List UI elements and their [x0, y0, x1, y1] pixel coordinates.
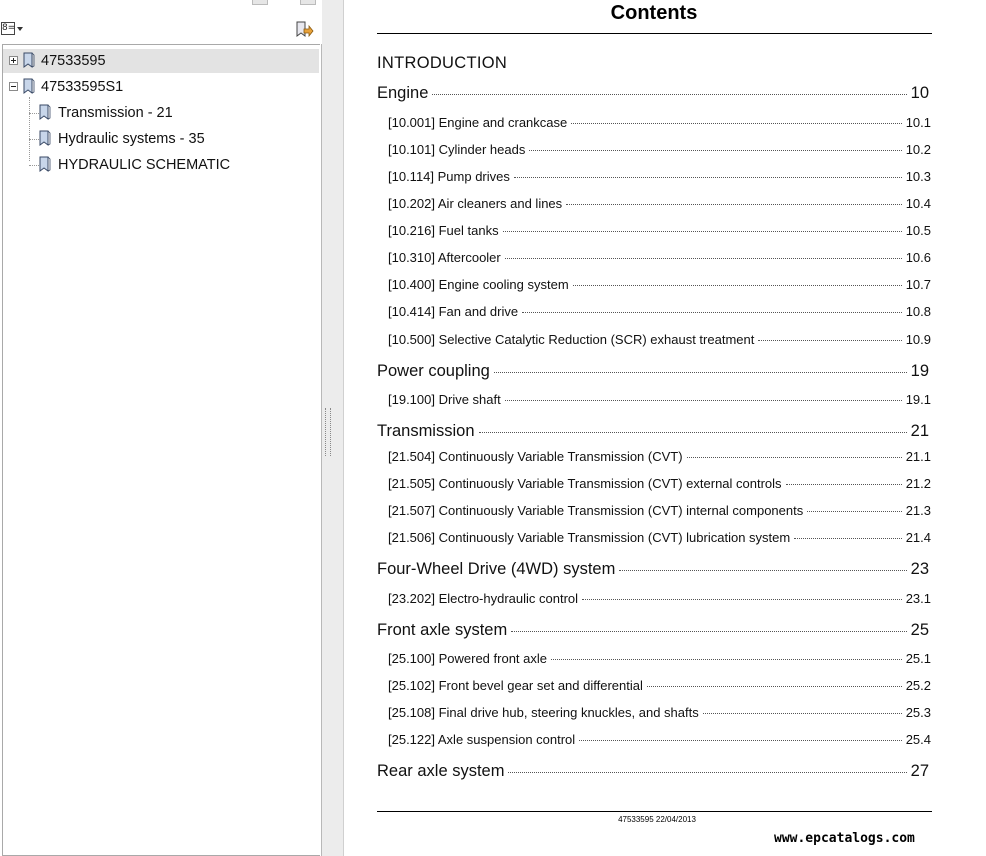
toc-leader-dots [786, 484, 902, 485]
toc-leader-dots [758, 340, 901, 341]
toc-leader-dots [503, 231, 902, 232]
toc-page-number: 21.4 [905, 530, 931, 545]
toc-page-number: 19.1 [905, 392, 931, 407]
options-menu-button[interactable] [0, 20, 26, 38]
toc-subsection[interactable] [388, 651, 932, 666]
bookmark-item-hydraulic-schematic[interactable] [3, 153, 319, 177]
toc-entry-title: Front axle system [377, 621, 508, 639]
toc-leader-dots [807, 511, 901, 512]
toc-entry-title: [21.505] Continuously Variable Transmission (CVT) external controls [388, 476, 782, 491]
toc-subsection[interactable] [388, 196, 932, 211]
toc-page-number: 10.3 [905, 169, 931, 184]
toc-entry-title: [10.001] Engine and crankcase [388, 115, 568, 130]
bookmark-icon [39, 130, 51, 147]
toc-page-number: 10.1 [905, 115, 931, 130]
bookmark-label: 47533595 [41, 53, 106, 69]
toc-page-number: 19 [910, 362, 929, 380]
toc-page-number: 21 [910, 422, 929, 440]
pane-splitter[interactable] [322, 0, 344, 856]
toc-leader-dots [432, 94, 906, 95]
toc-leader-dots [494, 372, 907, 373]
toc-entry-title: [21.504] Continuously Variable Transmission (CVT) [388, 449, 683, 464]
toc-entry-title: [21.507] Continuously Variable Transmission (CVT) internal components [388, 503, 804, 518]
bookmark-label: Transmission - 21 [58, 105, 173, 121]
toc-entry-title: Engine [377, 84, 429, 102]
toc-subsection[interactable] [388, 277, 932, 292]
bookmark-icon [39, 156, 51, 173]
toc-leader-dots [582, 599, 902, 600]
bookmark-item-47533595[interactable] [3, 49, 319, 73]
toc-leader-dots [703, 713, 902, 714]
toc-leader-dots [508, 772, 906, 773]
toc-leader-dots [505, 258, 902, 259]
toc-entry-title: [25.100] Powered front axle [388, 651, 547, 666]
toc-page-number: 10.8 [905, 304, 931, 319]
bookmark-icon [23, 78, 35, 95]
title-divider [377, 33, 932, 34]
toc-entry-title: Transmission [377, 422, 475, 440]
toc-entry-title: [19.100] Drive shaft [388, 392, 501, 407]
toc-subsection[interactable] [388, 142, 932, 157]
toc-subsection[interactable] [388, 705, 932, 720]
toc-section[interactable] [377, 362, 932, 381]
top-strip [300, 0, 316, 5]
toc-subsection[interactable] [388, 304, 932, 319]
toc-subsection[interactable] [388, 678, 932, 693]
toc-subsection[interactable] [388, 530, 932, 545]
bookmark-item-47533595S1[interactable] [3, 75, 319, 99]
toc-page-number: 21.3 [905, 503, 931, 518]
toc-entry-title: [10.114] Pump drives [388, 169, 510, 184]
toc-entry-title: [25.108] Final drive hub, steering knuckles, and shafts [388, 705, 699, 720]
watermark: www.epcatalogs.com [774, 831, 915, 846]
toc-section[interactable] [377, 762, 932, 781]
document-page [344, 0, 986, 856]
toc-entry-title: [10.414] Fan and drive [388, 304, 519, 319]
toc-entry-title: [10.400] Engine cooling system [388, 277, 569, 292]
bookmark-icon [23, 52, 35, 69]
chevron-down-icon [17, 27, 23, 31]
toc-subsection[interactable] [388, 591, 932, 606]
toc-page-number: 27 [910, 762, 929, 780]
bookmark-item-hydraulic-systems[interactable] [3, 127, 319, 151]
toc-page-number: 25.4 [905, 732, 931, 747]
toc-section[interactable] [377, 560, 932, 579]
bookmark-label: Hydraulic systems - 35 [58, 131, 205, 147]
toc-subsection[interactable] [388, 503, 932, 518]
toc-subsection[interactable] [388, 115, 932, 130]
toc-subsection[interactable] [388, 392, 932, 407]
toc-subsection[interactable] [388, 169, 932, 184]
toc-page-number: 25.3 [905, 705, 931, 720]
splitter-grip-icon[interactable] [325, 408, 331, 456]
toc-leader-dots [529, 150, 901, 151]
footer-divider [377, 811, 932, 812]
bookmark-label: 47533595S1 [41, 79, 124, 95]
toc-leader-dots [479, 432, 907, 433]
toc-page-number: 23 [910, 560, 929, 578]
page-footer: 47533595 22/04/2013 [618, 815, 696, 824]
toc-page-number: 10 [910, 84, 929, 102]
toc-leader-dots [571, 123, 901, 124]
toc-page-number: 10.9 [905, 332, 931, 347]
toc-entry-title: Four-Wheel Drive (4WD) system [377, 560, 616, 578]
toc-page-number: 10.2 [905, 142, 931, 157]
toc-section[interactable] [377, 422, 932, 441]
collapse-icon[interactable] [9, 82, 18, 91]
toc-entry-title: [10.101] Cylinder heads [388, 142, 526, 157]
bookmark-icon [39, 104, 51, 121]
bookmarks-toolbar [0, 0, 322, 44]
toc-leader-dots [573, 285, 902, 286]
toc-entry-title: [10.500] Selective Catalytic Reduction (SCR) exhaust treatment [388, 332, 755, 347]
toc-leader-dots [522, 312, 902, 313]
bookmarks-pane [0, 0, 322, 856]
toc-subsection[interactable] [388, 476, 932, 491]
toc-leader-dots [566, 204, 902, 205]
toc-entry-title: [10.216] Fuel tanks [388, 223, 499, 238]
toc-leader-dots [619, 570, 906, 571]
toc-section[interactable] [377, 84, 932, 103]
toc-page-number: 10.6 [905, 250, 931, 265]
expand-icon[interactable] [9, 56, 18, 65]
toc-entry-title: [10.310] Aftercooler [388, 250, 501, 265]
toc-page-number: 25 [910, 621, 929, 639]
toc-leader-dots [579, 740, 902, 741]
toc-leader-dots [505, 400, 902, 401]
toc-page-number: 10.5 [905, 223, 931, 238]
toc-leader-dots [647, 686, 902, 687]
toc-subsection[interactable] [388, 449, 932, 464]
toc-leader-dots [514, 177, 902, 178]
top-strip [252, 0, 268, 5]
toc-subsection[interactable] [388, 250, 932, 265]
toc-leader-dots [551, 659, 902, 660]
bookmark-item-transmission[interactable] [3, 101, 319, 125]
toc-page-number: 10.4 [905, 196, 931, 211]
toc-leader-dots [511, 631, 906, 632]
toc-subsection[interactable] [388, 223, 932, 238]
toc-page-number: 21.1 [905, 449, 931, 464]
bookmark-action-button[interactable] [294, 20, 314, 40]
toc-section[interactable] [377, 621, 932, 640]
toc-page-number: 10.7 [905, 277, 931, 292]
toc-page-number: 25.2 [905, 678, 931, 693]
toc-entry-title: Power coupling [377, 362, 490, 380]
toc-entry-title: [23.202] Electro-hydraulic control [388, 591, 579, 606]
toc-entry-title: [21.506] Continuously Variable Transmission (CVT) lubrication system [388, 530, 791, 545]
bookmark-action-icon [294, 20, 314, 40]
toc-entry-title: [25.122] Axle suspension control [388, 732, 576, 747]
toc-subsection[interactable] [388, 332, 932, 347]
toc-entry-title: [25.102] Front bevel gear set and differential [388, 678, 643, 693]
toc-subsection[interactable] [388, 732, 932, 747]
toc-leader-dots [687, 457, 902, 458]
toc-leader-dots [794, 538, 901, 539]
bookmark-label: HYDRAULIC SCHEMATIC [58, 157, 231, 173]
toc-entry-title: [10.202] Air cleaners and lines [388, 196, 563, 211]
toc-page-number: 23.1 [905, 591, 931, 606]
options-menu-icon: 8= [2, 23, 16, 33]
bookmarks-tree [2, 44, 320, 856]
page-title: Contents [610, 2, 698, 24]
toc-page-number: 21.2 [905, 476, 931, 491]
toc-entry-title: Rear axle system [377, 762, 505, 780]
toc-page-number: 25.1 [905, 651, 931, 666]
toc-introduction: INTRODUCTION [377, 54, 508, 72]
